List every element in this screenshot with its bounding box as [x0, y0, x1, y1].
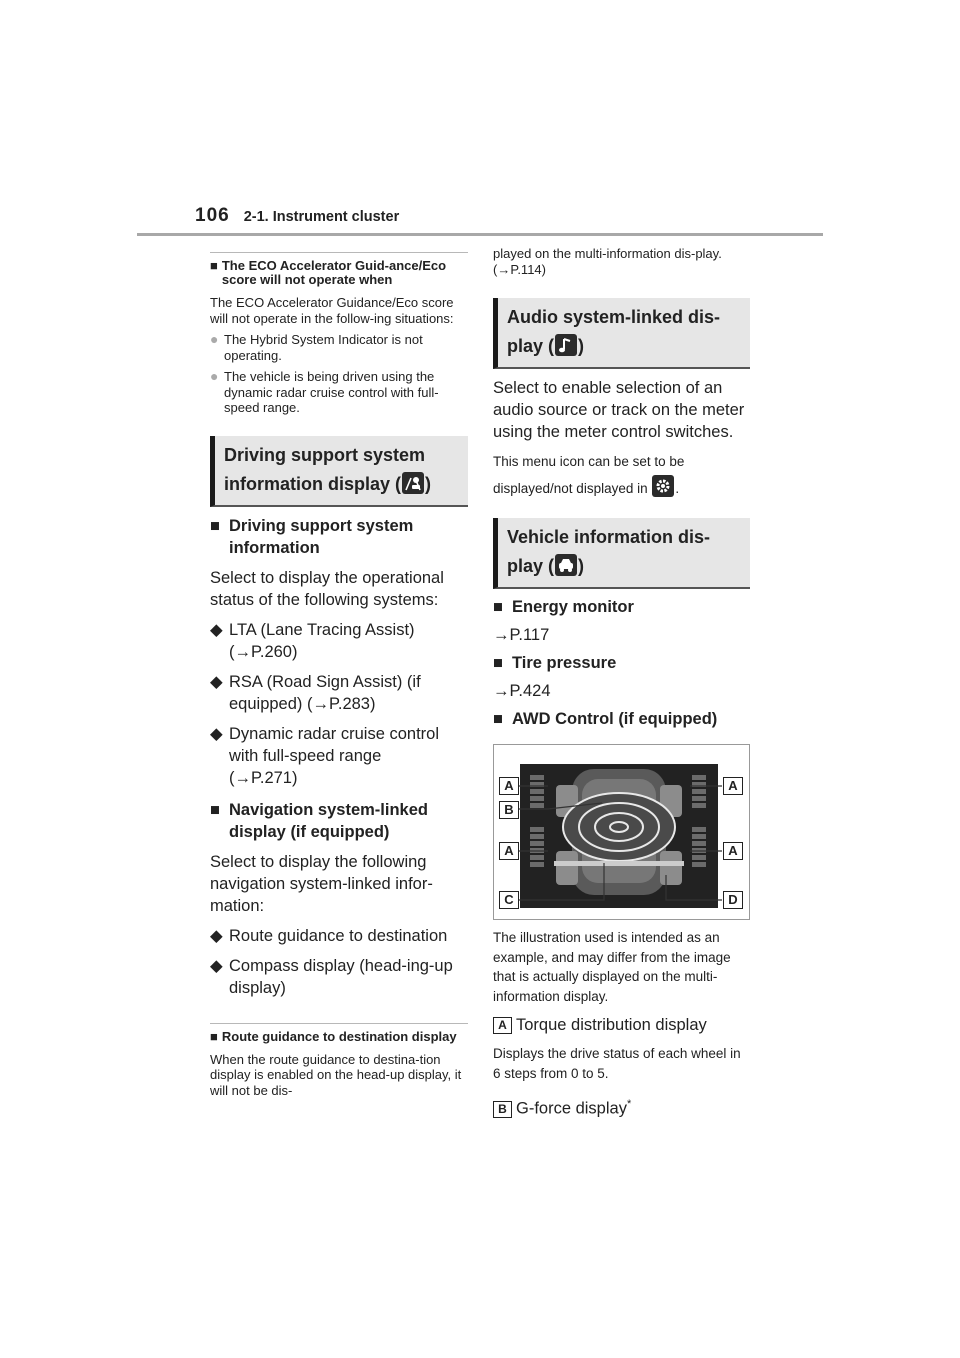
note-eco-title: ■ The ECO Accelerator Guid-ance/Eco score will not operate when: [210, 258, 447, 287]
note-eco-bullet: ● The Hybrid System Indicator is not operating.: [210, 331, 423, 363]
left-column: [210, 252, 468, 1098]
section-box-driving-support: Driving support system information display ( ): [210, 436, 468, 507]
note-rule: [210, 1023, 468, 1024]
gear-icon: [652, 475, 674, 497]
awd-display-illustration: [493, 744, 750, 920]
illus-label: D: [723, 891, 743, 909]
bullet-item: ◆ RSA (Road Sign Assist) (if equipped) (→P.283): [210, 672, 421, 713]
item-a-title-row: A Torque distribution display: [493, 1014, 750, 1036]
page-number: 106: [195, 205, 230, 226]
right-column: [493, 246, 750, 1120]
energy-monitor-ref: →P.117: [493, 626, 550, 644]
note-route-title: ■ Route guidance to destination display: [210, 1028, 457, 1044]
note-rule: [210, 252, 468, 253]
driving-support-heading: ■ Driving support system information: [210, 516, 414, 557]
tire-pressure-heading: ■ Tire pressure: [493, 654, 617, 672]
bullet-item: ◆ Compass display (head-ing-up display): [210, 956, 453, 997]
section-title: 2-1. Instrument cluster: [243, 209, 400, 225]
bullet-item: ◆ Route guidance to destination: [210, 926, 448, 945]
bullet-item: ◆ LTA (Lane Tracing Assist) (→P.260): [210, 620, 415, 661]
driving-support-icon: [402, 472, 424, 494]
section-box-vehicle-info: Vehicle information dis- play ( ): [493, 518, 750, 589]
page-header: [195, 205, 399, 227]
navigation-text: Select to display the following navigation system-linked infor-mation:: [210, 852, 433, 915]
tire-pressure-ref: →P.424: [493, 682, 551, 700]
car-icon: [555, 554, 577, 576]
illus-label: A: [499, 777, 519, 795]
illus-label: A: [723, 842, 743, 860]
square-bullet-icon: ■: [210, 258, 218, 273]
square-bullet-icon: ■: [210, 800, 220, 819]
note-eco-intro: The ECO Accelerator Guidance/Eco score will not operate in the follow-ing situations:: [210, 295, 454, 326]
footnote-mark: *: [626, 1098, 632, 1110]
awd-display-graphic: [494, 745, 749, 919]
label-b: B: [493, 1101, 512, 1118]
illustration-caption: The illustration used is intended as an example, and may differ from the image that is actually displayed on the multi-information display.: [493, 930, 731, 1004]
section-box-audio: Audio system-linked dis- play ( ): [493, 298, 750, 369]
circle-bullet-icon: ●: [210, 368, 219, 384]
illus-label: A: [499, 842, 519, 860]
illus-label: C: [499, 891, 519, 909]
square-bullet-icon: ■: [493, 654, 503, 672]
awd-control-heading: ■ AWD Control (if equipped): [493, 710, 718, 728]
diamond-bullet-icon: ◆: [210, 724, 223, 743]
circle-bullet-icon: ●: [210, 331, 219, 347]
item-a-description: Displays the drive status of each wheel in 6 steps from 0 to 5.: [493, 1046, 741, 1081]
continued-text: played on the multi-information dis-play. (→P.114): [493, 246, 722, 277]
label-a: A: [493, 1017, 512, 1034]
item-b-title-row: B G-force display*: [493, 1093, 750, 1120]
music-note-icon: [555, 334, 577, 356]
diamond-bullet-icon: ◆: [210, 956, 223, 975]
driving-support-text: Select to display the operational status of the following systems:: [210, 568, 444, 609]
illus-label: A: [723, 777, 743, 795]
diamond-bullet-icon: ◆: [210, 672, 223, 691]
header-rule: [137, 233, 823, 236]
square-bullet-icon: ■: [493, 598, 503, 616]
square-bullet-icon: ■: [210, 1028, 218, 1044]
note-route-text: When the route guidance to destina-tion display is enabled on the head-up display, it will not be dis-: [210, 1051, 462, 1098]
illus-label: B: [499, 801, 519, 819]
audio-text: Select to enable selection of an audio source or track on the meter using the meter control switches.: [493, 379, 745, 441]
note-eco-bullet: ● The vehicle is being driven using the dynamic radar cruise control with full-speed range.: [210, 368, 439, 415]
energy-monitor-heading: ■ Energy monitor: [493, 598, 634, 616]
square-bullet-icon: ■: [210, 516, 220, 535]
diamond-bullet-icon: ◆: [210, 620, 223, 639]
square-bullet-icon: ■: [493, 710, 503, 728]
bullet-item: ◆ Dynamic radar cruise control with full-speed range (→P.271): [210, 724, 439, 787]
audio-small-note: This menu icon can be set to be displayed/not displayed in .: [493, 454, 685, 496]
navigation-heading: ■ Navigation system-linked display (if equipped): [210, 800, 428, 841]
diamond-bullet-icon: ◆: [210, 926, 223, 945]
